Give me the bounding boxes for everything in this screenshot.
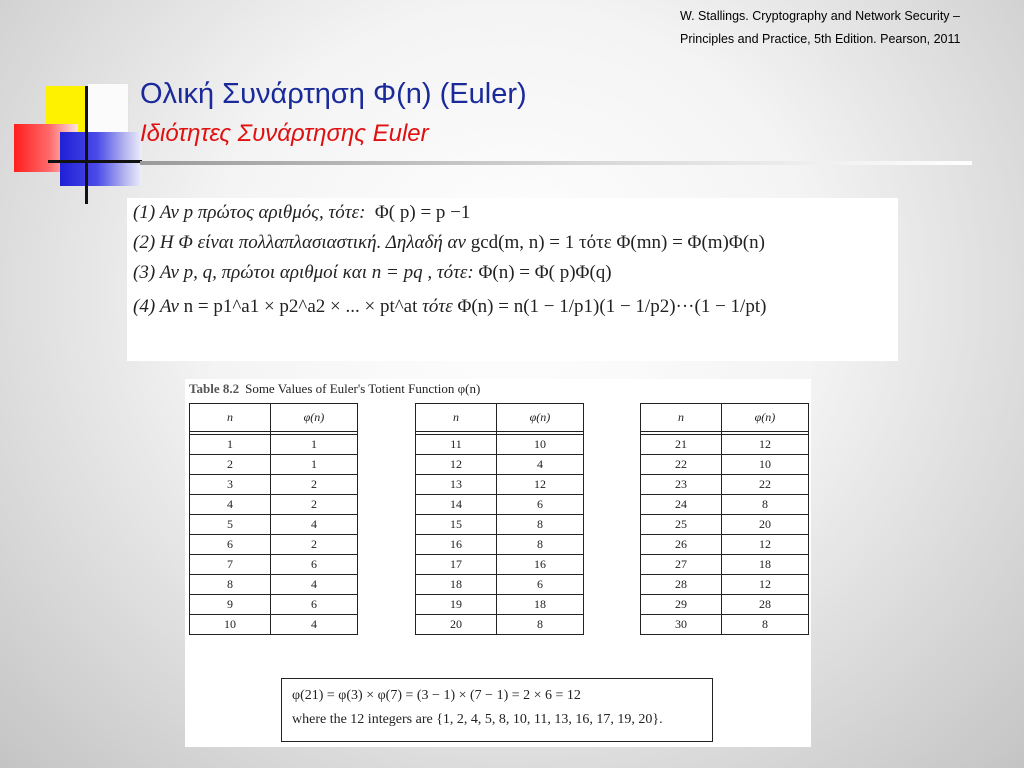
property-3: (3) Αν p, q, πρώτοι αριθμοί και n = pq , τότε: Φ(n) = Φ( p)Φ(q) <box>133 262 612 283</box>
cell-phi: 4 <box>497 455 584 475</box>
example-line-2: where the 12 integers are {1, 2, 4, 5, 8, 10, 11, 13, 16, 17, 19, 20}. <box>292 712 663 727</box>
cell-phi: 1 <box>271 455 358 475</box>
cell-phi: 4 <box>271 515 358 535</box>
table-row <box>190 475 358 495</box>
table-row <box>641 555 809 575</box>
cell-n: 1 <box>190 435 271 455</box>
column-header-n: n <box>416 404 497 432</box>
example-box <box>281 678 713 742</box>
table-row <box>190 555 358 575</box>
cell-n: 19 <box>416 595 497 615</box>
table-row <box>641 455 809 475</box>
totient-table-2 <box>415 403 584 635</box>
cell-n: 28 <box>641 575 722 595</box>
cell-n: 23 <box>641 475 722 495</box>
cell-phi: 10 <box>722 455 809 475</box>
decor-blue-square <box>60 132 142 186</box>
cell-phi: 4 <box>271 575 358 595</box>
table-row <box>641 495 809 515</box>
cell-n: 8 <box>190 575 271 595</box>
table-row <box>416 555 584 575</box>
cell-n: 4 <box>190 495 271 515</box>
table-row <box>416 495 584 515</box>
property-2: (2) Η Φ είναι πολλαπλασιαστική. Δηλαδή αν gcd(m, n) = 1 τότε Φ(mn) = Φ(m)Φ(n) <box>133 232 765 253</box>
table-row <box>416 595 584 615</box>
property-1: (1) Αν p πρώτος αριθμός, τότε: Φ( p) = p −1 <box>133 202 471 223</box>
table-row <box>190 495 358 515</box>
cell-n: 6 <box>190 535 271 555</box>
table-row <box>641 535 809 555</box>
cell-phi: 6 <box>497 575 584 595</box>
table-row <box>416 435 584 455</box>
cell-phi: 6 <box>497 495 584 515</box>
column-header-n: n <box>190 404 271 432</box>
decor-white-square <box>88 84 128 132</box>
table-row <box>416 575 584 595</box>
slide-title: Ολική Συνάρτηση Φ(n) (Euler) <box>140 78 527 110</box>
cell-n: 27 <box>641 555 722 575</box>
table-row <box>641 475 809 495</box>
cell-phi: 2 <box>271 495 358 515</box>
table-row <box>641 515 809 535</box>
cell-n: 14 <box>416 495 497 515</box>
cell-n: 20 <box>416 615 497 635</box>
cell-phi: 12 <box>722 535 809 555</box>
table-row <box>190 535 358 555</box>
table-row <box>416 475 584 495</box>
cell-n: 9 <box>190 595 271 615</box>
cell-n: 25 <box>641 515 722 535</box>
cell-n: 5 <box>190 515 271 535</box>
example-line-1: φ(21) = φ(3) × φ(7) = (3 − 1) × (7 − 1) = 2 × 6 = 12 <box>292 688 581 703</box>
column-header-phi: φ(n) <box>271 404 358 432</box>
cell-n: 7 <box>190 555 271 575</box>
cell-phi: 8 <box>497 615 584 635</box>
column-header-phi: φ(n) <box>722 404 809 432</box>
cell-phi: 2 <box>271 475 358 495</box>
totient-table-3 <box>640 403 809 635</box>
table-row <box>416 615 584 635</box>
cell-n: 2 <box>190 455 271 475</box>
cell-phi: 18 <box>722 555 809 575</box>
cell-n: 11 <box>416 435 497 455</box>
table-row <box>641 435 809 455</box>
cell-phi: 10 <box>497 435 584 455</box>
table-row <box>416 515 584 535</box>
table-row <box>190 615 358 635</box>
table-row <box>641 615 809 635</box>
cell-phi: 8 <box>497 515 584 535</box>
cell-n: 21 <box>641 435 722 455</box>
table-row <box>416 455 584 475</box>
cell-phi: 6 <box>271 555 358 575</box>
table-row <box>190 595 358 615</box>
decor-vertical-line <box>85 86 88 204</box>
cell-n: 24 <box>641 495 722 515</box>
table-row <box>190 455 358 475</box>
table-caption: Table 8.2 Some Values of Euler's Totient Function φ(n) <box>189 381 481 396</box>
table-row <box>641 575 809 595</box>
table-row <box>641 595 809 615</box>
cell-n: 29 <box>641 595 722 615</box>
totient-table-1 <box>189 403 358 635</box>
table-row <box>416 535 584 555</box>
cell-phi: 20 <box>722 515 809 535</box>
cell-phi: 4 <box>271 615 358 635</box>
cell-phi: 18 <box>497 595 584 615</box>
decor-horizontal-line <box>48 160 142 163</box>
table-row <box>190 435 358 455</box>
cell-phi: 16 <box>497 555 584 575</box>
cell-phi: 22 <box>722 475 809 495</box>
cell-n: 10 <box>190 615 271 635</box>
column-header-n: n <box>641 404 722 432</box>
cell-n: 22 <box>641 455 722 475</box>
cell-n: 17 <box>416 555 497 575</box>
totient-table-panel <box>185 379 811 747</box>
cell-phi: 1 <box>271 435 358 455</box>
cell-n: 12 <box>416 455 497 475</box>
cell-n: 18 <box>416 575 497 595</box>
cell-phi: 8 <box>722 615 809 635</box>
cell-n: 16 <box>416 535 497 555</box>
cell-phi: 8 <box>722 495 809 515</box>
cell-phi: 12 <box>722 575 809 595</box>
citation-line-2: Principles and Practice, 5th Edition. Pearson, 2011 <box>680 32 961 46</box>
cell-n: 26 <box>641 535 722 555</box>
cell-n: 30 <box>641 615 722 635</box>
cell-phi: 2 <box>271 535 358 555</box>
cell-phi: 28 <box>722 595 809 615</box>
property-4: (4) Αν n = p1^a1 × p2^a2 × ... × pt^at τότε Φ(n) = n(1 − 1/p1)(1 − 1/p2)···(1 − 1/pt) <box>133 296 767 317</box>
cell-phi: 12 <box>722 435 809 455</box>
citation-line-1: W. Stallings. Cryptography and Network Security – <box>680 9 960 23</box>
cell-n: 3 <box>190 475 271 495</box>
properties-panel <box>127 198 898 361</box>
table-row <box>190 515 358 535</box>
citation <box>680 5 1010 51</box>
cell-phi: 8 <box>497 535 584 555</box>
cell-phi: 6 <box>271 595 358 615</box>
cell-n: 15 <box>416 515 497 535</box>
column-header-phi: φ(n) <box>497 404 584 432</box>
table-row <box>190 575 358 595</box>
slide-subtitle: Ιδιότητες Συνάρτησης Euler <box>140 120 429 147</box>
cell-phi: 12 <box>497 475 584 495</box>
title-underline <box>140 161 972 165</box>
cell-n: 13 <box>416 475 497 495</box>
